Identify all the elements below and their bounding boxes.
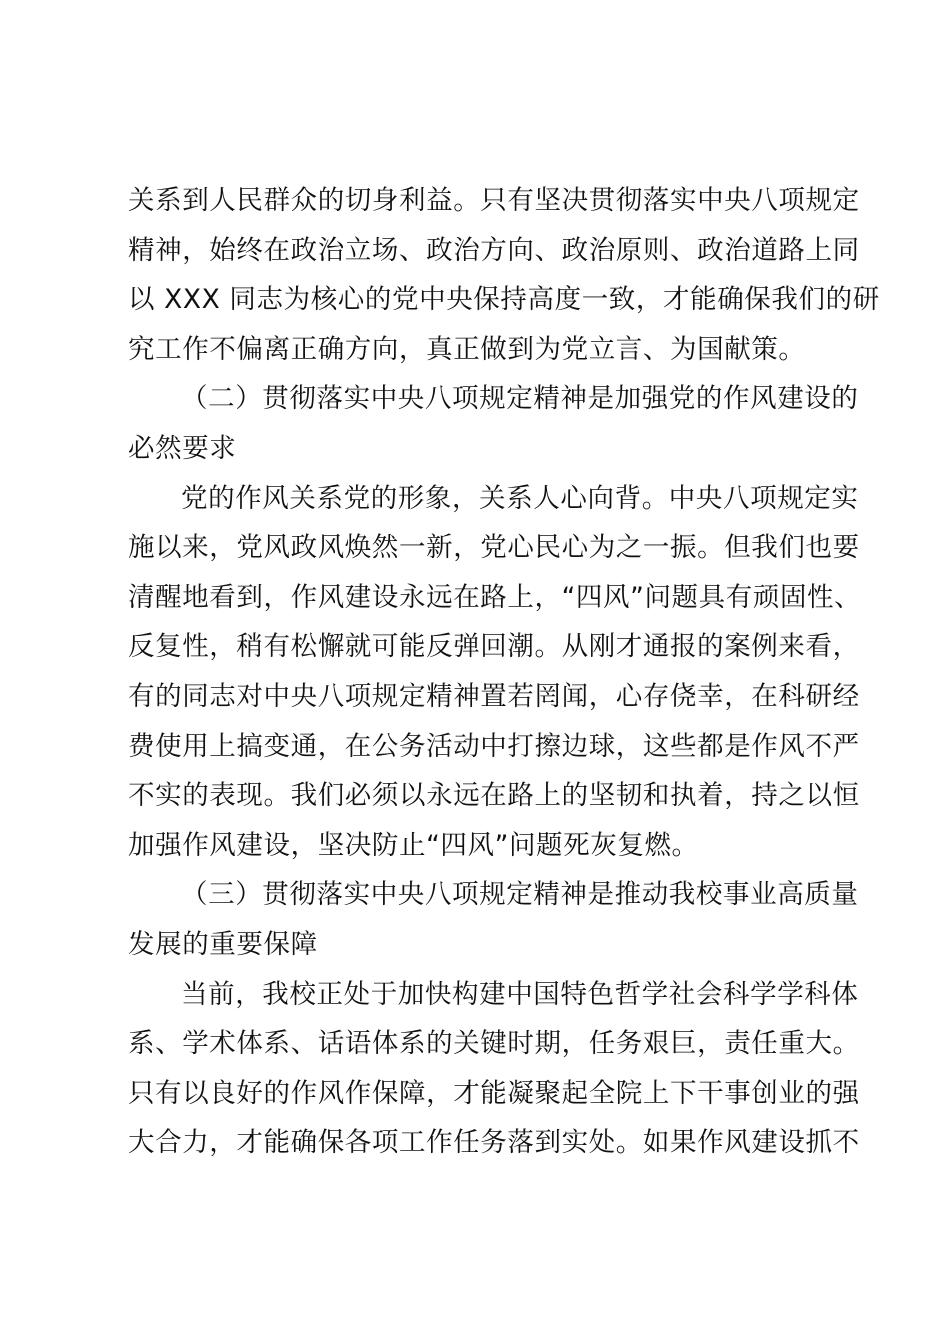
text-line: 究工作不偏离正确方向，真正做到为党立言、为国献策。 <box>128 333 806 365</box>
section-heading-3 <box>128 870 859 969</box>
text-line: （三）贯彻落实中央八项规定精神是推动我校事业高质量 <box>181 879 859 911</box>
text-line: 系、学术体系、话语体系的关键时期，任务艰巨，责任重大。 <box>128 1028 860 1060</box>
text-line: 施以来，党风政风焕然一新，党心民心为之一振。但我们也要 <box>128 532 860 564</box>
text-line: 当前，我校正处于加快构建中国特色哲学社会科学学科体 <box>181 978 859 1010</box>
text-line: 有的同志对中央八项规定精神置若罔闻，心存侥幸，在科研经 <box>128 680 860 712</box>
text-line: 不实的表现。我们必须以永远在路上的坚韧和执着，持之以恒 <box>128 780 860 812</box>
document-body <box>128 176 880 1168</box>
text-line: 必然要求 <box>128 432 237 464</box>
section-heading-2 <box>128 374 859 473</box>
text-line: 以 XXX 同志为核心的党中央保持高度一致，才能确保我们的研 <box>128 284 880 316</box>
text-line: 反复性，稍有松懈就可能反弹回潮。从刚才通报的案例来看， <box>128 631 860 663</box>
text-line: （二）贯彻落实中央八项规定精神是加强党的作风建设的 <box>181 383 859 415</box>
text-line: 关系到人民群众的切身利益。只有坚决贯彻落实中央八项规定 <box>128 185 860 216</box>
text-line: 费使用上搞变通，在公务活动中打擦边球，这些都是作风不严 <box>128 730 860 762</box>
text-line: 党的作风关系党的形象，关系人心向背。中央八项规定实 <box>181 482 859 514</box>
text-line: 清醒地看到，作风建设永远在路上，“四风”问题具有顽固性、 <box>128 581 862 613</box>
paragraph-development <box>128 970 860 1168</box>
paragraph-work-style <box>128 474 862 871</box>
text-line: 只有以良好的作风作保障，才能凝聚起全院上下干事创业的强 <box>128 1077 860 1109</box>
paragraph-continued <box>128 176 880 374</box>
text-line: 加强作风建设，坚决防止“四风”问题死灰复燃。 <box>128 829 699 861</box>
text-line: 精神，始终在政治立场、政治方向、政治原则、政治道路上同 <box>128 234 860 266</box>
text-line: 发展的重要保障 <box>128 928 318 960</box>
text-line: 大合力，才能确保各项工作任务落到实处。如果作风建设抓不 <box>128 1127 860 1159</box>
